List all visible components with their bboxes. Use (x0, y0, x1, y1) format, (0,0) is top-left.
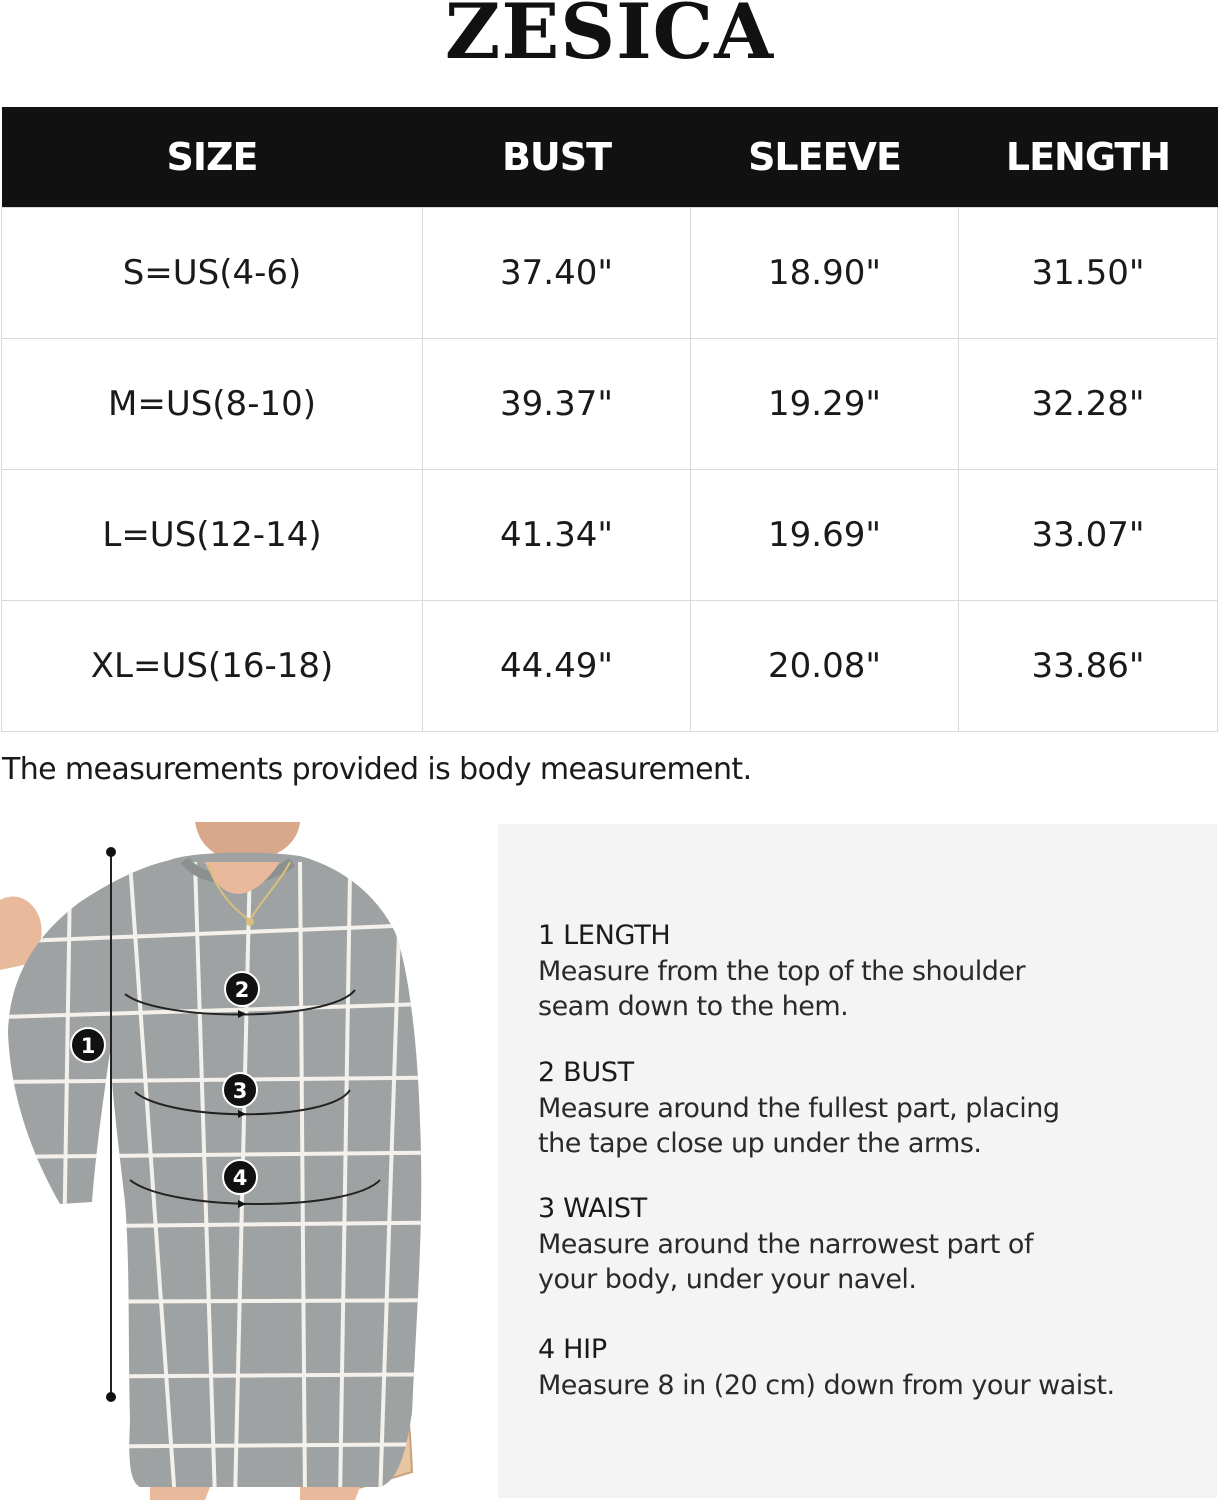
guide-desc-line: Measure 8 in (20 cm) down from your waist. (538, 1370, 1115, 1401)
cell-length: 32.28" (959, 339, 1218, 470)
cell-bust: 41.34" (423, 470, 691, 601)
measurement-note: The measurements provided is body measurement. (2, 752, 752, 787)
measurement-guide-panel (498, 824, 1217, 1498)
leg-shape (150, 1487, 210, 1500)
marker-3-label: 3 (232, 1079, 248, 1103)
guide-item-length (538, 918, 1188, 1024)
leg-shape (300, 1487, 360, 1500)
cell-size: L=US(12-14) (2, 470, 423, 601)
cell-length: 33.86" (959, 601, 1218, 732)
cell-sleeve: 19.29" (691, 339, 959, 470)
marker-4-label: 4 (232, 1166, 248, 1190)
marker-3 (223, 1073, 257, 1107)
header-bust: BUST (423, 107, 691, 208)
table-row (2, 339, 1218, 470)
guide-desc-line: the tape close up under the arms. (538, 1128, 982, 1159)
guide-item-bust (538, 1055, 1188, 1161)
cell-size: M=US(8-10) (2, 339, 423, 470)
size-chart-table (1, 107, 1218, 732)
header-size: SIZE (2, 107, 423, 208)
cell-bust: 44.49" (423, 601, 691, 732)
marker-1 (71, 1028, 105, 1062)
guide-desc-line: Measure from the top of the shoulder (538, 956, 1026, 987)
guide-title-hip: 4 HIP (538, 1334, 607, 1365)
marker-1-label: 1 (80, 1034, 96, 1058)
cell-sleeve: 18.90" (691, 208, 959, 339)
cell-size: S=US(4-6) (2, 208, 423, 339)
cell-length: 33.07" (959, 470, 1218, 601)
guide-desc-line: your body, under your navel. (538, 1264, 917, 1295)
table-row (2, 470, 1218, 601)
cell-sleeve: 19.69" (691, 470, 959, 601)
necklace-pendant (246, 918, 254, 926)
marker-2 (225, 972, 259, 1006)
guide-item-waist (538, 1191, 1188, 1297)
cell-bust: 39.37" (423, 339, 691, 470)
header-length: LENGTH (959, 107, 1218, 208)
length-measure-bottom-dot (106, 1392, 116, 1402)
cell-length: 31.50" (959, 208, 1218, 339)
table-row (2, 601, 1218, 732)
guide-desc-line: Measure around the narrowest part of (538, 1229, 1033, 1260)
guide-title-waist: 3 WAIST (538, 1193, 647, 1224)
guide-desc-line: seam down to the hem. (538, 991, 849, 1022)
brand-logo: ZESICA (444, 0, 775, 76)
sweater-dress-illustration (0, 822, 492, 1500)
cell-bust: 37.40" (423, 208, 691, 339)
guide-item-hip (538, 1332, 1188, 1403)
guide-desc-line: Measure around the fullest part, placing (538, 1093, 1060, 1124)
guide-title-bust: 2 BUST (538, 1057, 634, 1088)
length-measure-top-dot (106, 847, 116, 857)
guide-title-length: 1 LENGTH (538, 920, 671, 951)
marker-2-label: 2 (234, 978, 250, 1002)
cell-size: XL=US(16-18) (2, 601, 423, 732)
header-sleeve: SLEEVE (691, 107, 959, 208)
marker-4 (223, 1160, 257, 1194)
table-header-row (2, 107, 1218, 208)
table-row (2, 208, 1218, 339)
cell-sleeve: 20.08" (691, 601, 959, 732)
